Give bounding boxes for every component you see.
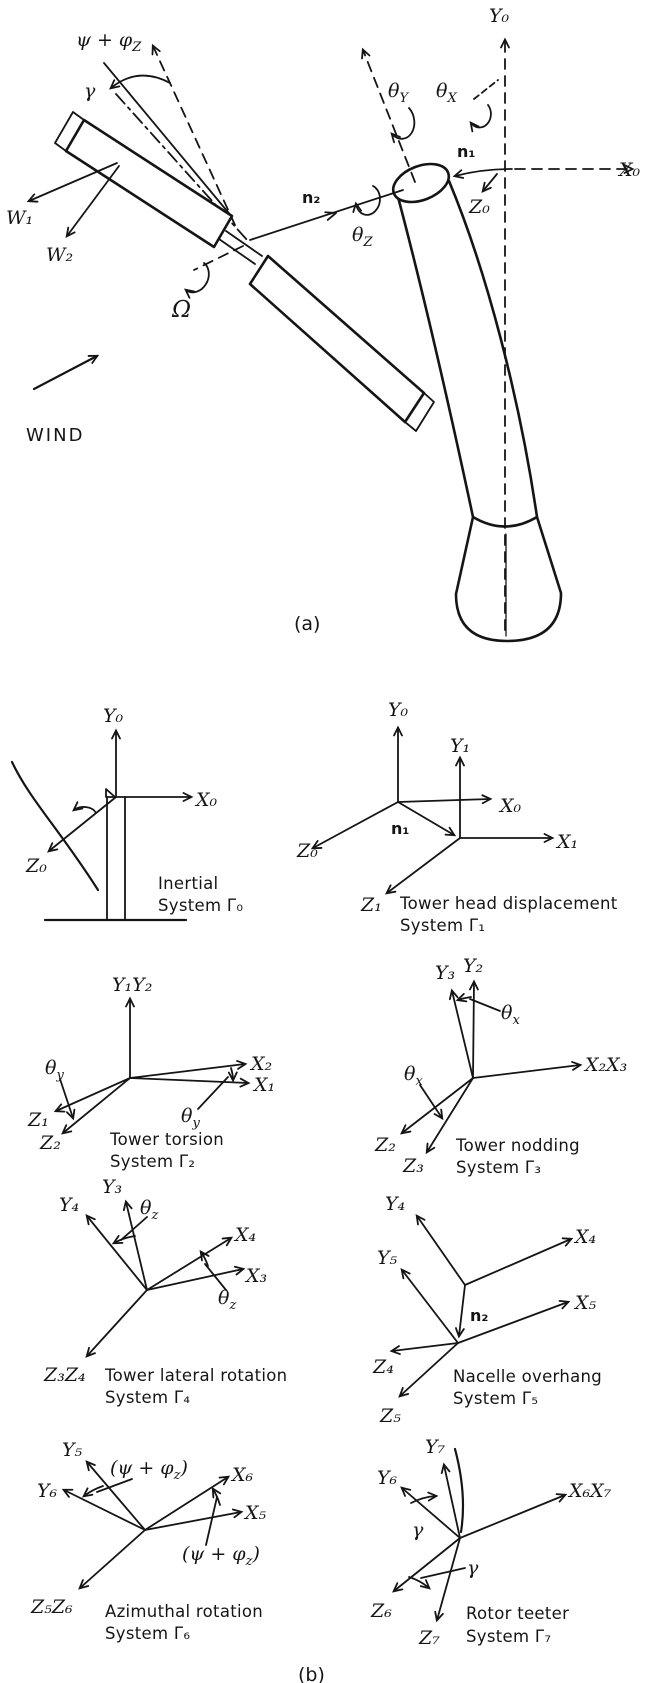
g0-caption-1: Inertial — [158, 874, 219, 893]
g4-x4-label: X₄ — [235, 1224, 257, 1246]
g3-x-label: X₂X₃ — [585, 1054, 628, 1076]
g5-y4-label: Y₄ — [385, 1193, 406, 1215]
g7-y7-label: Y₇ — [425, 1436, 446, 1458]
g7-x-label: X₆X₇ — [569, 1480, 612, 1502]
part-b-diagrams — [12, 699, 627, 1683]
g1-x0-label: X₀ — [500, 795, 522, 817]
g4-thetaz-lower-label: $\theta_z$ — [218, 1287, 237, 1313]
g5-x4-label: X₄ — [575, 1226, 597, 1248]
g6-y6-label: Y₆ — [37, 1480, 58, 1502]
g7-z6-axis — [394, 1538, 460, 1591]
g1-caption-1: Tower head displacement — [400, 894, 618, 913]
g3-caption-1: Tower nodding — [456, 1136, 580, 1155]
teeter-hub-line-1 — [219, 239, 255, 264]
blade-lower — [250, 256, 424, 422]
shaft-axis — [250, 190, 403, 240]
theta-y-label: $\theta_Y$ — [388, 80, 409, 106]
g2-x2-label: X₂ — [251, 1053, 273, 1075]
g6-angle-lower-label: $(\psi + \varphi_z)$ — [182, 1543, 260, 1569]
g2-x1-axis — [130, 1078, 248, 1083]
g3-z2-label: Z₂ — [375, 1134, 396, 1156]
g5-caption-2: System Γ₅ — [453, 1389, 539, 1408]
g1-z1-label: Z₁ — [361, 894, 382, 916]
g2-z1-axis — [56, 1078, 130, 1111]
n1-label: n₁ — [457, 142, 476, 161]
g3-z2-axis — [402, 1078, 473, 1133]
system-tower-head-displacement — [296, 699, 618, 935]
g5-x5-label: X₅ — [575, 1292, 597, 1314]
g4-caption-1: Tower lateral rotation — [105, 1366, 288, 1385]
wind-arrow — [34, 356, 97, 389]
part-a-diagram — [6, 5, 641, 641]
system-tower-nodding — [374, 955, 627, 1177]
tower-left-edge — [398, 197, 473, 517]
g2-y-label: Y₁Y₂ — [112, 974, 153, 996]
theta-z-rotation-arrow — [356, 186, 380, 215]
g0-caption-2: System Γ₀ — [158, 896, 244, 915]
g4-x4-axis — [147, 1238, 231, 1290]
g3-x-axis — [473, 1065, 580, 1078]
g3-z3-label: Z₃ — [403, 1155, 424, 1177]
n2-label: n₂ — [302, 188, 321, 207]
g3-y3-axis — [452, 991, 473, 1078]
g4-caption-2: System Γ₄ — [105, 1388, 191, 1407]
g5-caption-1: Nacelle overhang — [453, 1367, 603, 1386]
system-nacelle-overhang — [372, 1193, 602, 1427]
ground-curve — [12, 762, 98, 890]
system-tower-lateral-rotation — [43, 1176, 287, 1407]
g1-x1-label: X₁ — [557, 831, 579, 853]
g5-z5-axis — [400, 1343, 458, 1396]
g1-z0-label: Z₀ — [297, 840, 318, 862]
g6-lower-angle-pointer — [206, 1497, 217, 1545]
gamma-label: γ — [84, 80, 96, 102]
g3-thetax-left-label: $\theta_x$ — [404, 1063, 423, 1089]
theta-x-rotation-arrow — [471, 105, 491, 127]
system-inertial — [12, 705, 243, 920]
g7-caption-2: System Γ₇ — [466, 1627, 552, 1646]
g6-x6-label: X₆ — [232, 1464, 254, 1486]
gamma-angle-arc — [111, 76, 170, 88]
g5-z5-label: Z₅ — [380, 1405, 401, 1427]
g0-x-label: X₀ — [196, 789, 218, 811]
z0-arrow — [483, 174, 497, 191]
g4-x3-label: X₃ — [246, 1265, 268, 1287]
w2-arrow — [67, 166, 119, 236]
g0-z-axis — [49, 797, 116, 851]
blade-upper — [66, 120, 232, 247]
g5-z4-axis — [392, 1343, 458, 1351]
g1-z1-axis — [387, 838, 460, 893]
g2-z2-label: Z₂ — [40, 1132, 61, 1154]
g3-caption-2: System Γ₃ — [456, 1158, 542, 1177]
g6-y5-label: Y₅ — [62, 1439, 83, 1461]
w1-arrow — [29, 163, 117, 201]
g7-z7-axis — [437, 1538, 460, 1620]
g6-z-label: Z₅Z₆ — [31, 1596, 73, 1618]
g4-y3-label: Y₃ — [102, 1176, 123, 1198]
g1-y0-label: Y₀ — [388, 699, 409, 721]
g7-gamma-lower-label: γ — [467, 1557, 479, 1579]
part-b-caption: (b) — [298, 1664, 325, 1683]
g3-y2-label: Y₂ — [463, 955, 484, 977]
g0-y-label: Y₀ — [103, 705, 124, 727]
g3-y-angle-arc — [458, 997, 471, 1000]
system-rotor-teeter — [370, 1436, 612, 1649]
psi-phi-label: $\psi + \varphi_Z$ — [76, 29, 142, 55]
g3-y3-label: Y₃ — [435, 962, 456, 984]
g2-x1-label: X₁ — [254, 1074, 276, 1096]
g2-x2-axis — [130, 1064, 245, 1078]
g1-y1-label: Y₁ — [450, 735, 471, 757]
g2-z2-axis — [63, 1078, 130, 1133]
g4-z-label: Z₃Z₄ — [44, 1364, 86, 1386]
g3-thetax-left-pointer — [420, 1085, 442, 1118]
g7-x-axis — [460, 1495, 565, 1538]
g3-thetax-right-label: $\theta_x$ — [501, 1002, 520, 1028]
teeter-hub-line-2 — [226, 231, 262, 256]
n1-arrow — [455, 169, 512, 176]
g6-z-axis — [80, 1530, 145, 1588]
theta-x-connector — [474, 80, 498, 99]
g6-x5-label: X₅ — [245, 1502, 267, 1524]
wind-label: WIND — [26, 425, 85, 446]
g5-n2-label: n₂ — [470, 1306, 489, 1325]
g7-y6-label: Y₆ — [377, 1467, 398, 1489]
nacelle — [388, 157, 454, 210]
g4-y4-label: Y₄ — [59, 1194, 80, 1216]
g6-angle-upper-label: $(\psi + \varphi_z)$ — [110, 1457, 188, 1483]
g5-y5-label: Y₅ — [377, 1247, 398, 1269]
w1-label: W₁ — [6, 207, 34, 229]
g7-z6-label: Z₆ — [371, 1600, 392, 1622]
g6-caption-1: Azimuthal rotation — [105, 1602, 264, 1621]
y0-label: Y₀ — [489, 5, 510, 27]
g2-thetay-left-label: $\theta_y$ — [45, 1057, 64, 1083]
g7-caption-1: Rotor teeter — [466, 1604, 570, 1623]
x0-label: X₀ — [619, 159, 641, 181]
g2-caption-1: Tower torsion — [110, 1130, 225, 1149]
omega-rotation-arrow — [186, 263, 209, 292]
g6-y6-axis — [64, 1490, 145, 1530]
g1-x0-axis — [398, 799, 490, 802]
yaw-axis — [363, 50, 415, 182]
g7-z7-label: Z₇ — [419, 1627, 440, 1649]
g0-z-label: Z₀ — [26, 855, 47, 877]
omega-label: Ω — [172, 297, 192, 323]
g5-y4-axis — [417, 1216, 465, 1285]
system-tower-torsion — [27, 974, 275, 1171]
g1-caption-2: System Γ₁ — [400, 916, 486, 935]
g7-z-angle-arc — [409, 1577, 429, 1588]
g4-thetaz-upper-label: $\theta_z$ — [140, 1197, 159, 1223]
g5-z4-label: Z₄ — [373, 1356, 394, 1378]
g5-x4-axis — [465, 1239, 571, 1285]
tower-base-hatched — [456, 517, 561, 641]
g4-z-axis — [87, 1290, 147, 1356]
g2-thetay-left-pointer — [60, 1079, 73, 1118]
g5-y5-axis — [402, 1270, 458, 1343]
theta-x-label: $\theta_X$ — [436, 80, 457, 106]
g0-rotation-arc — [74, 807, 96, 813]
g3-y2-axis — [473, 982, 474, 1078]
w2-label: W₂ — [46, 244, 74, 266]
g1-z0-axis — [313, 802, 398, 848]
g6-caption-2: System Γ₆ — [105, 1624, 191, 1643]
system-azimuthal-rotation — [30, 1439, 267, 1643]
g7-gamma-lower-pointer — [421, 1568, 465, 1578]
theta-z-label: $\theta_Z$ — [352, 224, 373, 250]
g7-gamma-upper-label: γ — [412, 1519, 424, 1541]
g0-origin-flag — [106, 789, 115, 797]
g1-n1-label: n₁ — [391, 819, 410, 838]
g2-x-angle-arc — [231, 1068, 233, 1080]
g2-caption-2: System Γ₂ — [110, 1152, 196, 1171]
g5-n2-vector — [459, 1285, 465, 1336]
z0-label: Z₀ — [469, 196, 490, 218]
part-a-caption: (a) — [294, 613, 321, 635]
g2-thetay-right-label: $\theta_y$ — [181, 1105, 200, 1131]
g2-z1-label: Z₁ — [28, 1109, 49, 1131]
